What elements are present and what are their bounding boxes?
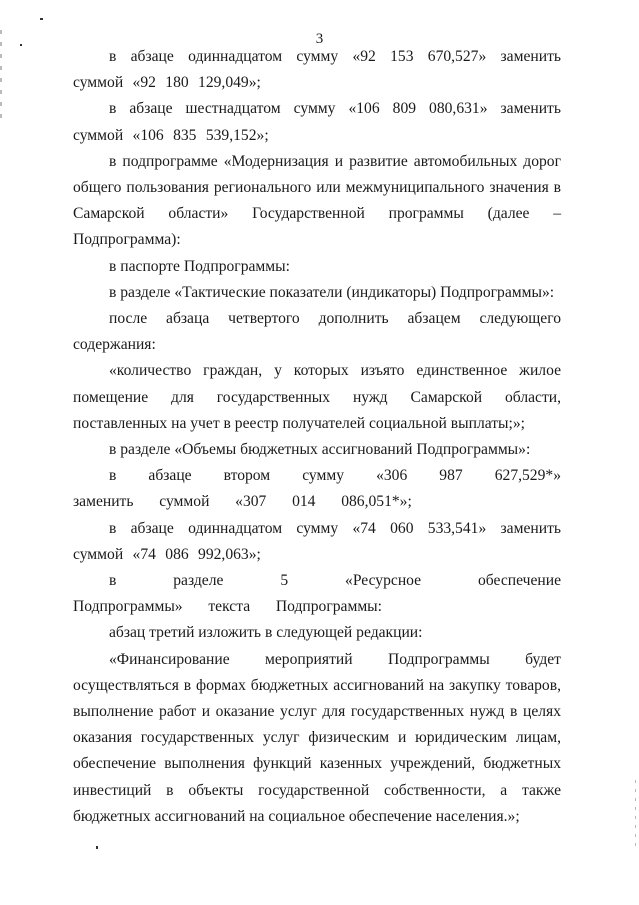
paragraph: в разделе «Тактические показатели (индикаторы) Подпрограммы»: (109, 283, 555, 301)
paragraph: абзац третий изложить в следующей редакции: (109, 624, 423, 642)
paragraph: в абзаце втором сумму «306 987 627,529*» заменить суммой «307 014 086,051*»; (73, 467, 561, 511)
scan-dot (40, 18, 43, 20)
scan-dot (96, 846, 98, 849)
paragraph: после абзаца четвертого дополнить абзацем следующего содержания: (73, 310, 561, 354)
page-number: 3 (315, 31, 324, 47)
paragraph: «количество граждан, у которых изъято единственное жилое помещение для государственных нужд Самарской области, поставленных на учет в реестр получателей социальной выплаты;»; (73, 362, 561, 432)
paragraph: в разделе «Объемы бюджетных ассигнований Подпрограммы»: (109, 441, 531, 459)
paragraph: в паспорте Подпрограммы: (109, 257, 290, 275)
paragraph: «Финансирование мероприятий Подпрограммы будет осуществляться в формах бюджетных ассигнований на закупку товаров, выполнение работ и оказание услуг для государственных нужд в целях оказания государственных услуг физическим и юридическим лицам, обеспечение выполнения функций казенных учреждений, бюджетных инвестиций в объекты государственной собственности, а также бюджетных ассигнований на социальное обеспечение населения.»; (73, 650, 561, 825)
paragraph: в абзаце шестнадцатом сумму «106 809 080,631» заменить суммой «106 835 539,152»; (73, 100, 561, 144)
document-body (73, 44, 561, 830)
paragraph: в разделе 5 «Ресурсное обеспечение Подпрограммы» текста Подпрограммы: (73, 572, 561, 616)
paragraph: в абзаце одиннадцатом сумму «74 060 533,541» заменить суммой «74 086 992,063»; (73, 519, 561, 563)
paragraph: в абзаце одиннадцатом сумму «92 153 670,527» заменить суммой «92 180 129,049»; (73, 48, 561, 92)
paragraph: в подпрограмме «Модернизация и развитие автомобильных дорог общего пользования регионального или межмуниципального значения в Самарской области» Государственной программы (далее – Подпрограмма): (73, 152, 561, 249)
scan-artifact-right (635, 780, 636, 850)
